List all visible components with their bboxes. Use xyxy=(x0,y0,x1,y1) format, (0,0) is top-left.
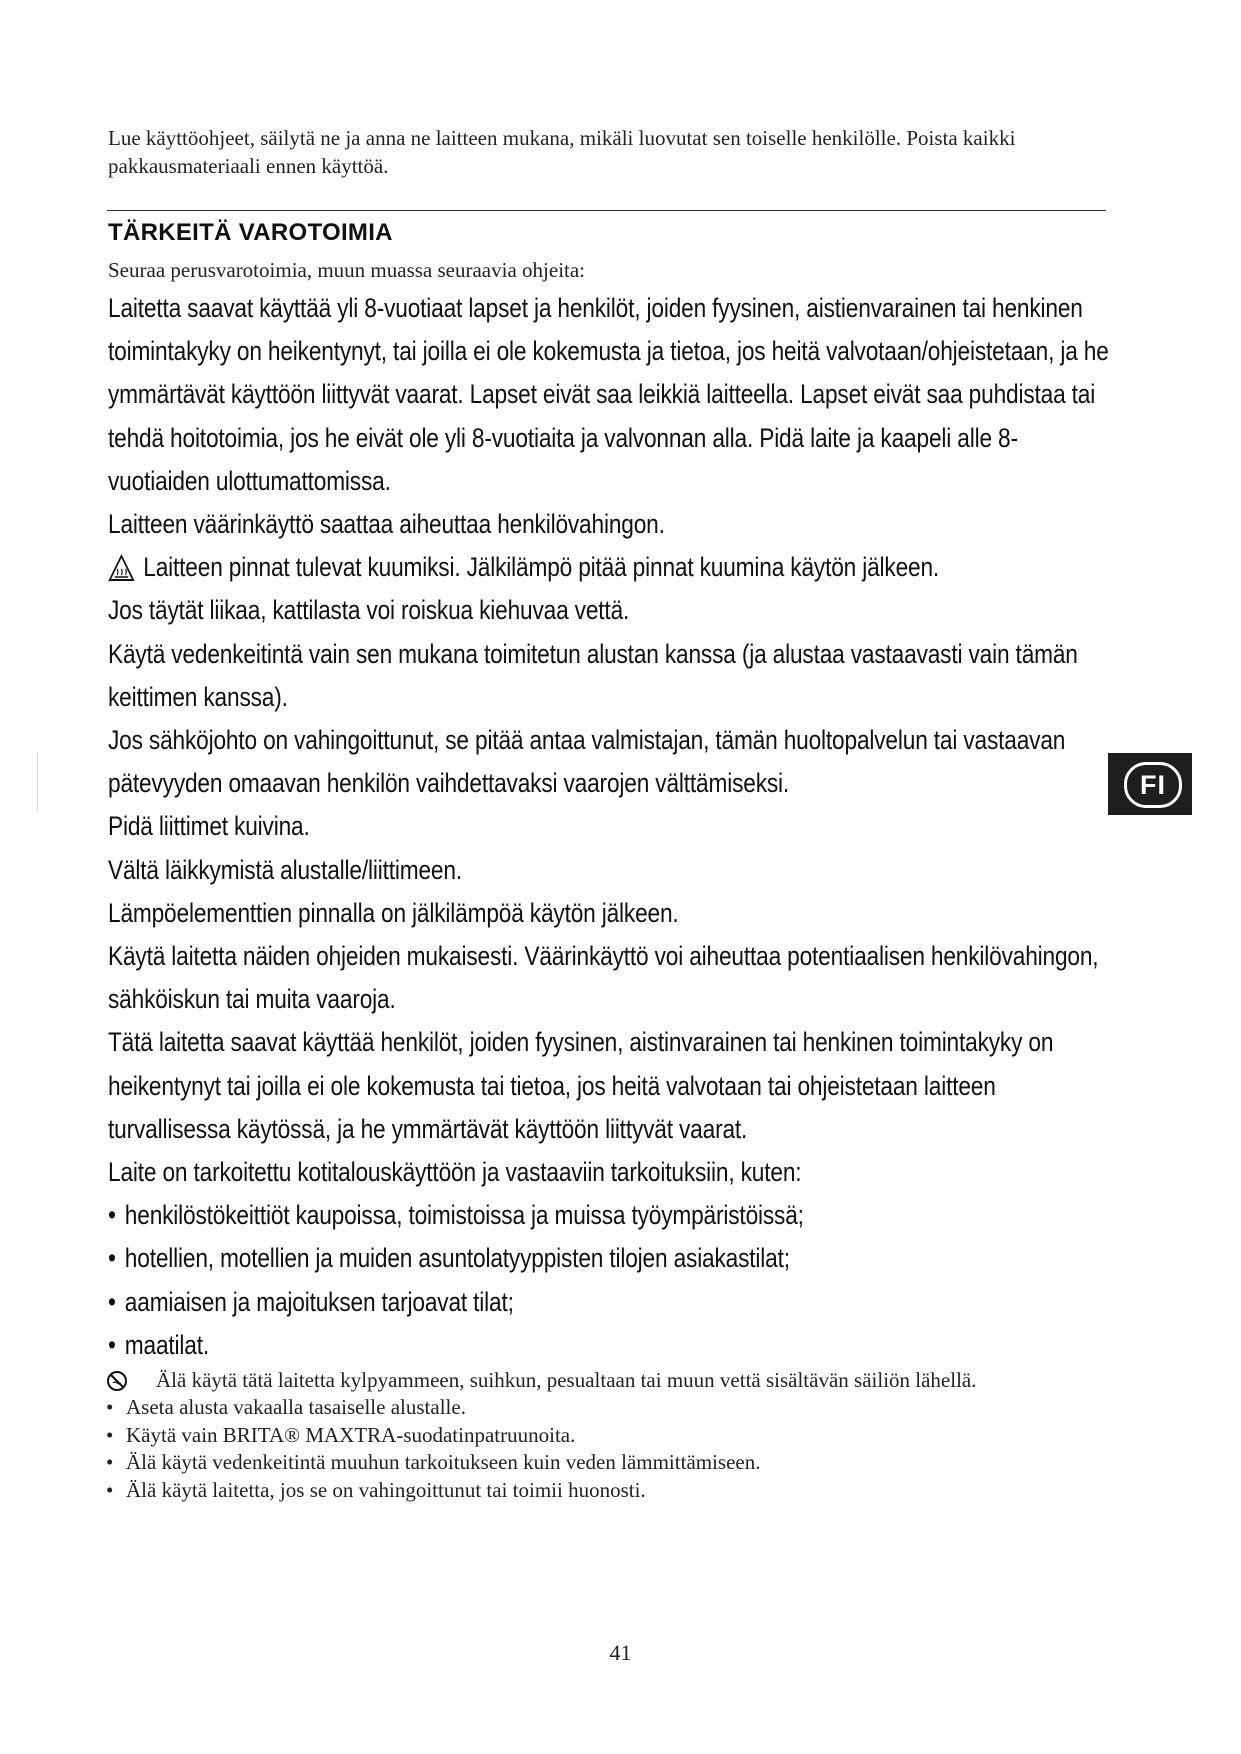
warning-text: Laitteen pinnat tulevat kuumiksi. Jälkilämpö pitää pinnat kuumina käytön jälkeen. xyxy=(143,552,940,583)
use-list-item: • aamiaisen ja majoituksen tarjoavat tilat; xyxy=(108,1281,1116,1324)
warning-item: Jos sähköjohto on vahingoittunut, se pitää antaa valmistajan, tämän huoltopalvelun tai vastaavan pätevyyden omaavan henkilön vaihdettavaksi vaarojen välttämiseksi. xyxy=(108,725,1066,799)
warning-item: Käytä laitetta näiden ohjeiden mukaisesti. Väärinkäyttö voi aiheuttaa potentiaalisen henkilövahingon, sähköiskun tai muita vaaroja. xyxy=(108,941,1099,1015)
warning-item: Tätä laitetta saavat käyttää henkilöt, joiden fyysinen, aistinvarainen tai henkinen toimintakyky on heikentynyt tai joilla ei ole kokemusta tai tietoa, jos heitä valvotaan tai ohjeistetaan laitteen turvallisessa käytössä, ja he ymmärtävät käyttöön liittyvät vaarat. xyxy=(108,1027,1054,1144)
use-list-item: • henkilöstökeittiöt kaupoissa, toimistoissa ja muissa työympäristöissä; xyxy=(108,1194,1116,1237)
language-tab xyxy=(1108,753,1192,815)
use-list-item: • hotellien, motellien ja muiden asuntolatyyppisten tilojen asiakastilat; xyxy=(108,1237,1116,1280)
section-heading: TÄRKEITÄ VAROTOIMIA xyxy=(108,219,393,246)
warnings-list xyxy=(108,287,1116,1367)
hot-surface-warning-icon xyxy=(108,554,135,582)
note-item: • Aseta alusta vakaalla tasaiselle alustalle. xyxy=(106,1394,1106,1421)
warning-item: Laitetta saavat käyttää yli 8-vuotiaat lapset ja henkilöt, joiden fyysinen, aistienvarainen tai henkinen toimintakyky on heikentynyt, tai joilla ei ole kokemusta ja tietoa, jos heitä valvotaan/ohjeistetaan, ja he ymmärtävät käyttöön liittyvät vaarat. Lapset eivät saa leikkiä laitteella. Lapset eivät saa puhdistaa tai tehdä hoitotoimia, jos he eivät ole yli 8-vuotiaita ja valvonnan alla. Pidä laite ja kaapeli alle 8-vuotiaiden ulottumattomissa. xyxy=(108,293,1109,496)
use-list-item: • maatilat. xyxy=(108,1324,1116,1367)
warning-item-hot-surface xyxy=(108,546,1116,589)
note-text: Älä käytä tätä laitetta kylpyammeen, suihkun, pesualtaan tai muun vettä sisältävän säiliön lähellä. xyxy=(156,1368,977,1392)
warning-item: Käytä vedenkeitintä vain sen mukana toimitetun alustan kanssa (ja alustaa vastaavasti vain tämän keittimen kanssa). xyxy=(108,638,1078,712)
note-item: • Älä käytä vedenkeitintä muuhun tarkoitukseen kuin veden lämmittämiseen. xyxy=(106,1449,1106,1476)
no-water-prohibition-icon xyxy=(106,1370,128,1392)
warning-item: Jos täytät liikaa, kattilasta voi roiskua kiehuvaa vettä. xyxy=(108,595,630,626)
warning-item: Laitteen väärinkäyttö saattaa aiheuttaa henkilövahingon. xyxy=(108,509,665,540)
note-item-no-water xyxy=(106,1367,1106,1394)
warning-item: Pidä liittimet kuivina. xyxy=(108,811,310,842)
warning-item: Vältä läikkymistä alustalle/liittimeen. xyxy=(108,854,462,885)
note-item: • Älä käytä laitetta, jos se on vahingoittunut tai toimii huonosti. xyxy=(106,1477,1106,1504)
page-number: 41 xyxy=(609,1640,632,1665)
margin-mark xyxy=(37,751,38,813)
warning-item: Laite on tarkoitettu kotitalouskäyttöön ja vastaaviin tarkoituksiin, kuten: xyxy=(108,1157,802,1188)
note-item: • Käytä vain BRITA® MAXTRA-suodatinpatruunoita. xyxy=(106,1422,1106,1449)
warning-item: Lämpöelementtien pinnalla on jälkilämpöä käytön jälkeen. xyxy=(108,897,679,928)
notes-list xyxy=(106,1367,1106,1504)
section-divider xyxy=(107,210,1106,211)
section-subheading: Seuraa perusvarotoimia, muun muassa seuraavia ohjeita: xyxy=(108,258,586,282)
intro-paragraph: Lue käyttöohjeet, säilytä ne ja anna ne laitteen mukana, mikäli luovutat sen toiselle henkilölle. Poista kaikki pakkausmateriaali ennen käyttöä. xyxy=(108,126,1016,178)
language-badge: FI xyxy=(1124,762,1182,808)
